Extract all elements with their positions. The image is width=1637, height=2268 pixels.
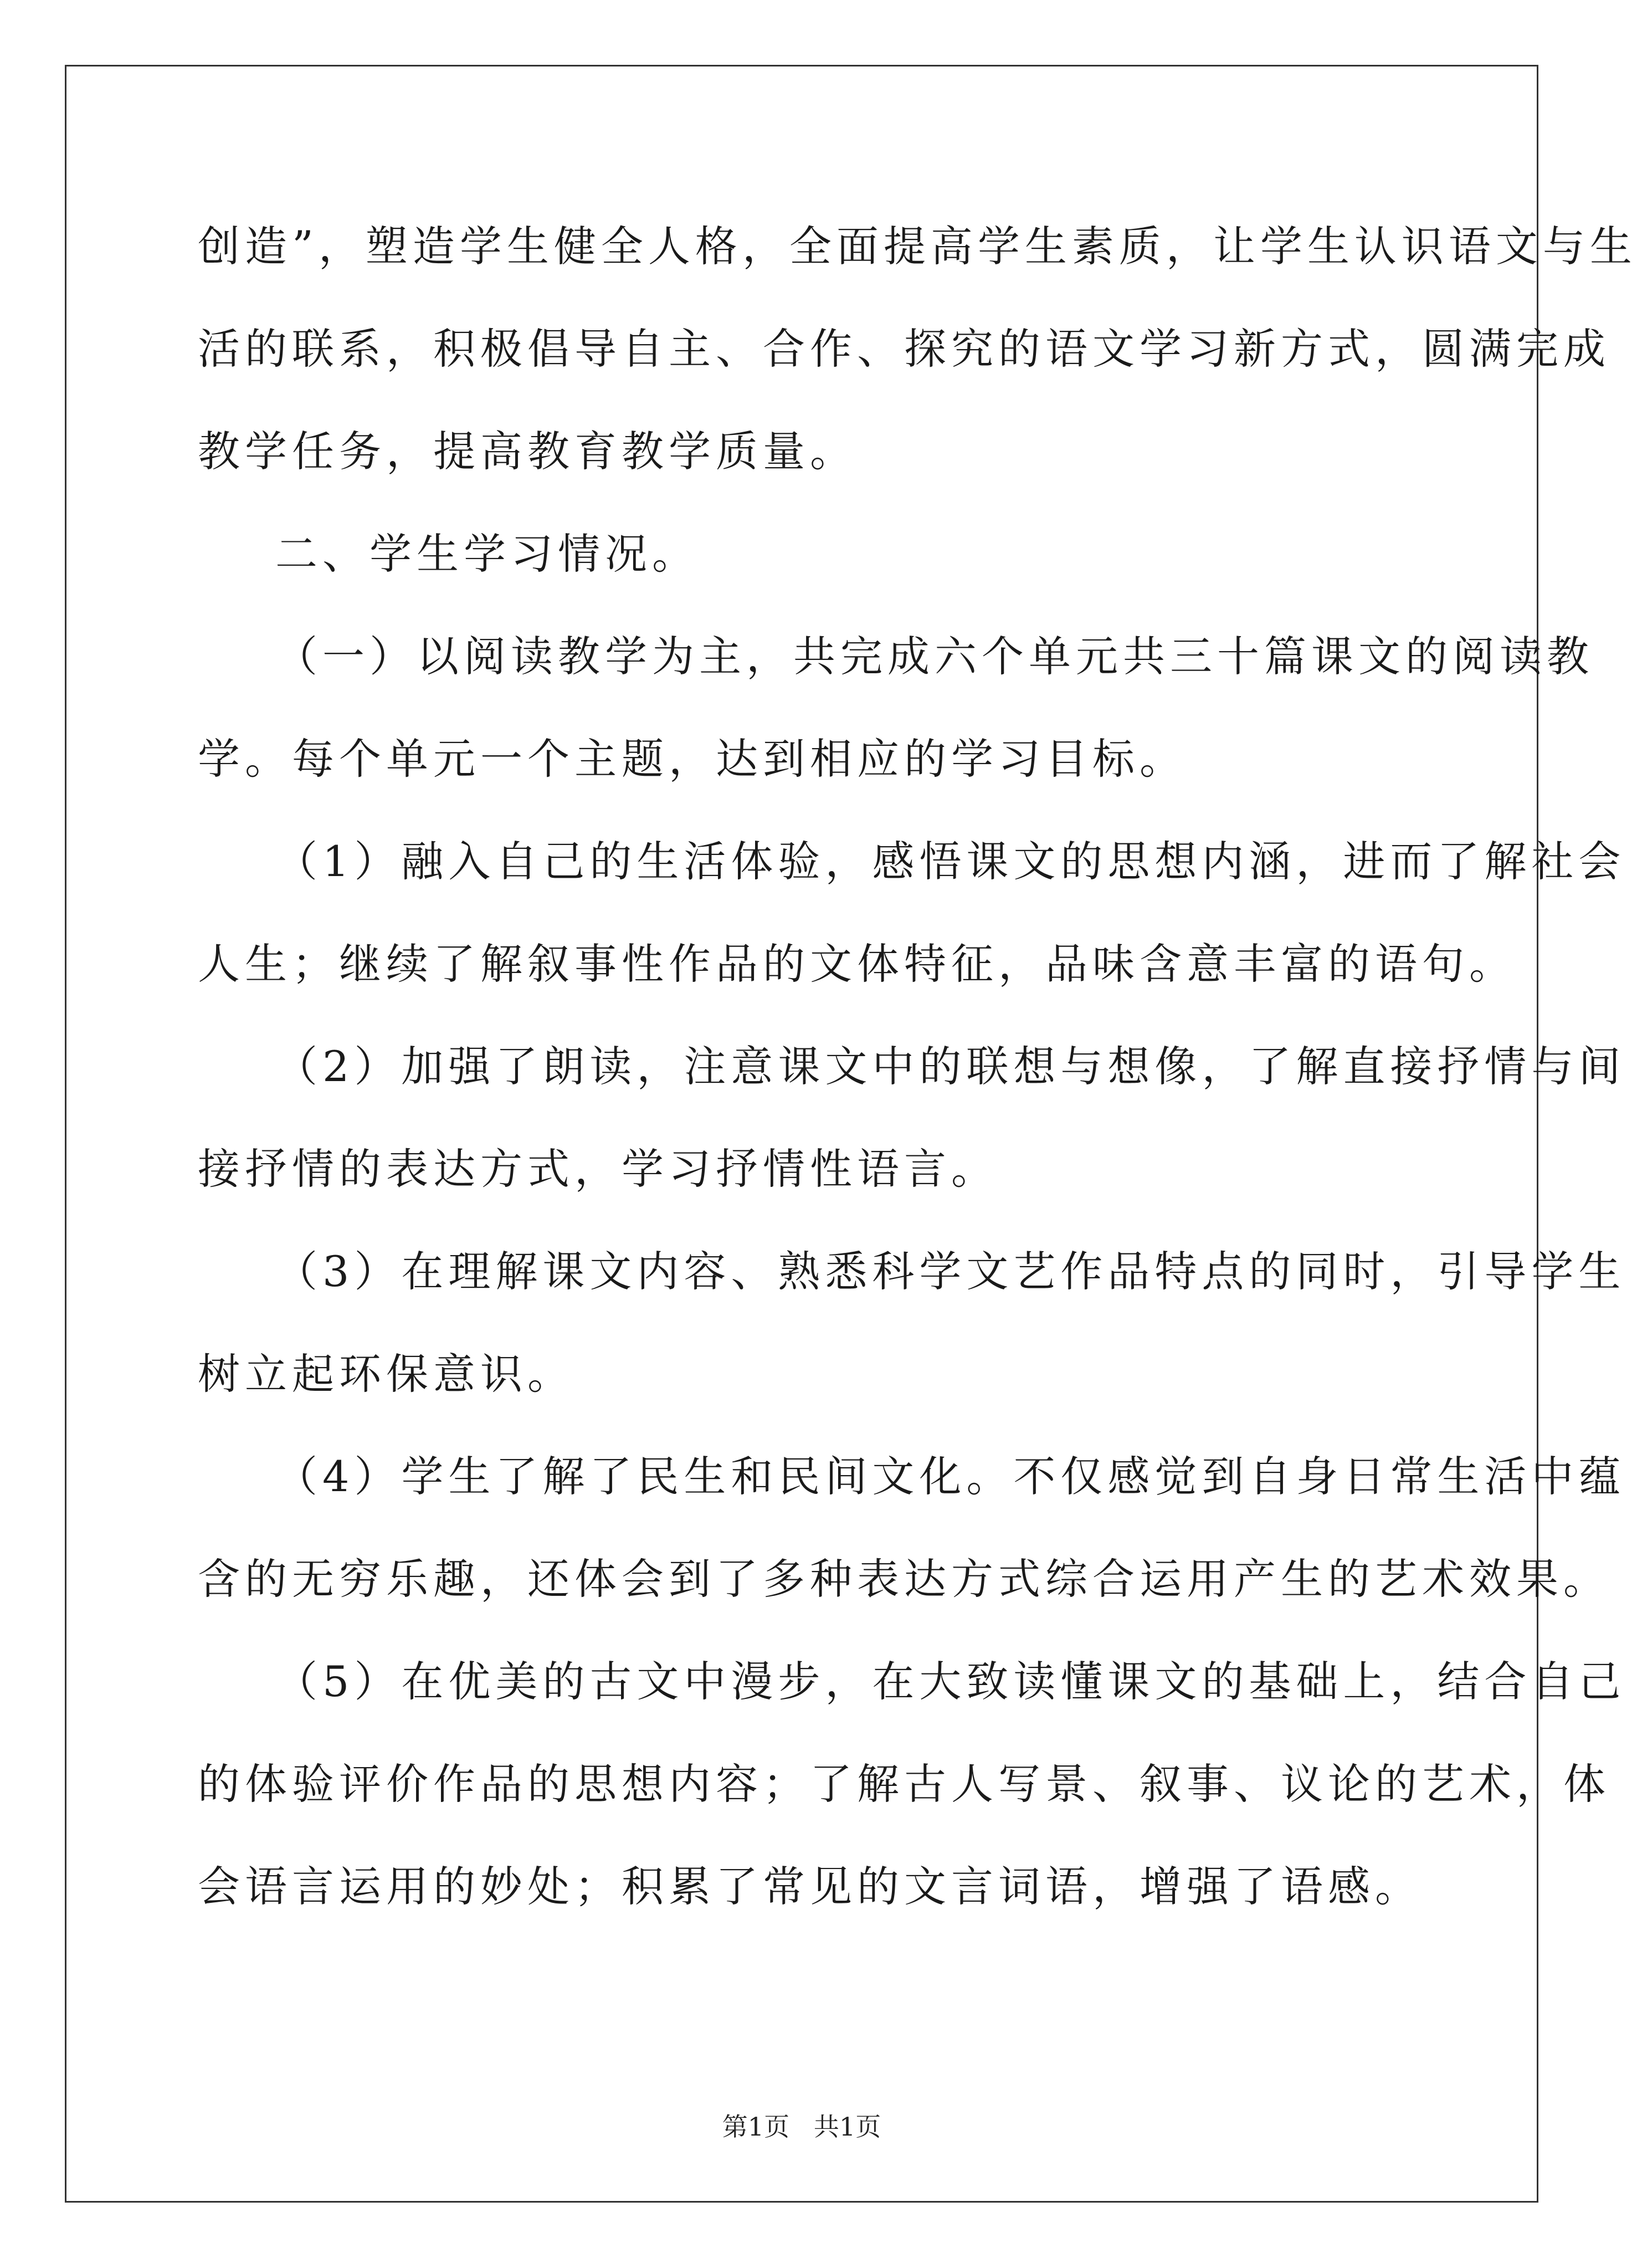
text-line-2: 活的联系，积极倡导自主、合作、探究的语文学习新方式，圆满完成 (198, 324, 1610, 373)
text-line-17: 会语言运用的妙处；积累了常见的文言词语，增强了语感。 (198, 1862, 1422, 1911)
text-line-12: 树立起环保意识。 (198, 1349, 574, 1399)
text-line-7: （1）融入自己的生活体验，感悟课文的思想内涵，进而了解社会 (275, 837, 1626, 886)
text-line-6: 学。每个单元一个主题，达到相应的学习目标。 (198, 734, 1187, 784)
text-line-14: 含的无穷乐趣，还体会到了多种表达方式综合运用产生的艺术效果。 (198, 1554, 1610, 1604)
text-line-1: 创造”，塑造学生健全人格，全面提高学生素质，让学生认识语文与生 (198, 222, 1637, 271)
text-line-10: 接抒情的表达方式，学习抒情性语言。 (198, 1144, 998, 1194)
text-line-8: 人生；继续了解叙事性作品的文体特征，品味含意丰富的语句。 (198, 939, 1516, 989)
text-line-5: （一）以阅读教学为主，共完成六个单元共三十篇课文的阅读教 (275, 632, 1594, 681)
text-line-3: 教学任务，提高教育教学质量。 (198, 427, 857, 476)
page-number-footer: 第1页 共1页 (722, 2112, 881, 2142)
text-line-9: （2）加强了朗读，注意课文中的联想与想像，了解直接抒情与间 (275, 1042, 1626, 1091)
text-line-13: （4）学生了解了民生和民间文化。不仅感觉到自身日常生活中蕴 (275, 1452, 1626, 1501)
text-line-15: （5）在优美的古文中漫步，在大致读懂课文的基础上，结合自己 (275, 1657, 1626, 1706)
text-line-11: （3）在理解课文内容、熟悉科学文艺作品特点的同时，引导学生 (275, 1247, 1626, 1296)
text-line-16: 的体验评价作品的思想内容；了解古人写景、叙事、议论的艺术，体 (198, 1759, 1610, 1809)
section-heading: 二、学生学习情况。 (275, 529, 699, 578)
